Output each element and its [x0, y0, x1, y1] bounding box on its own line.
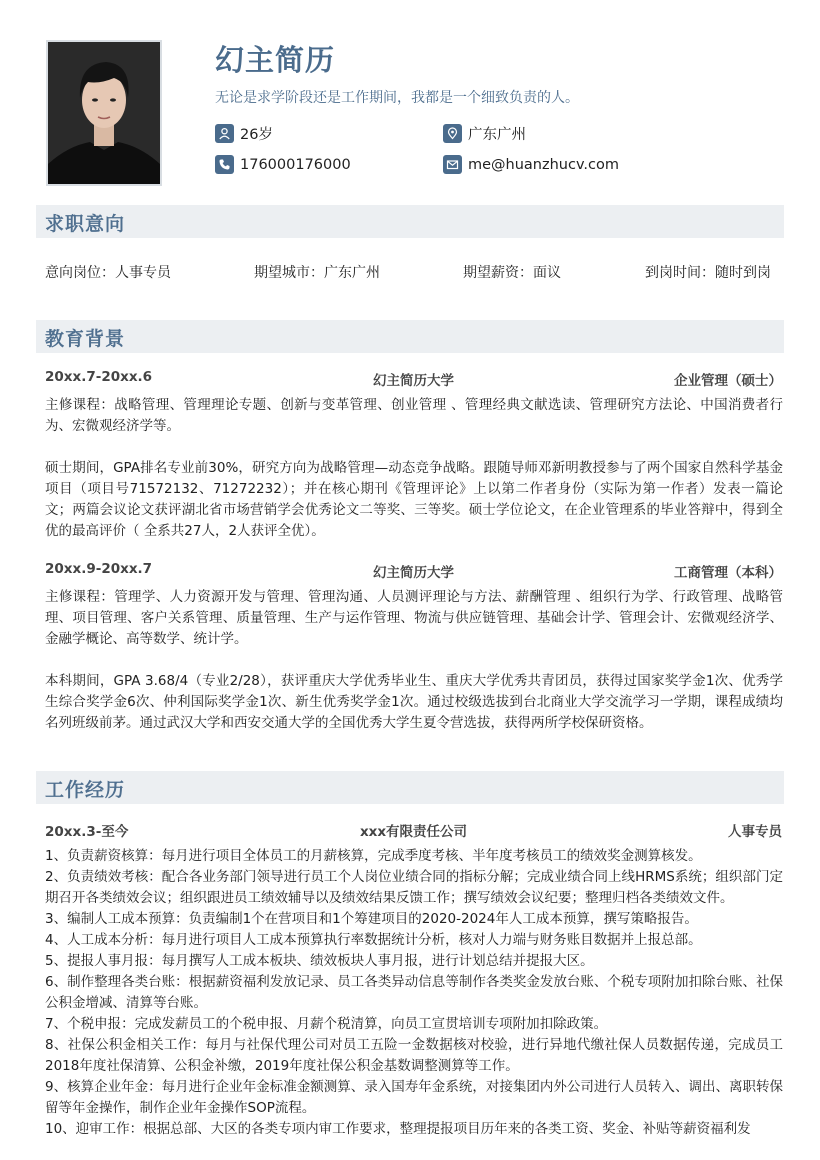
- section-intent: [36, 205, 784, 238]
- work-duty-item: 6、制作整理各类台账：根据薪资福利发放记录、员工各类异动信息等制作各类奖金发放台账、个税专项附加扣除台账、社保公积金增减、清算等台账。: [45, 974, 783, 1011]
- work-duties: [45, 846, 783, 1140]
- section-title: 工作经历: [45, 779, 126, 801]
- phone-info: [215, 155, 351, 174]
- education-detail: 本科期间，GPA 3.68/4（专业2/28），获评重庆大学优秀毕业生、重庆大学优秀共青团员，获得过国家奖学金1次、优秀学生综合奖学金6次、仲利国际奖学金1次、新生优秀奖学金1次。通过校级选拔到台北商业大学交流学习一学期，课程成绩均名列班级前茅。通过武汉大学和西安交通大学的全国优秀大学生夏令营选拔，获得两所学校保研资格。: [45, 673, 783, 731]
- education-courses: 主修课程：战略管理、管理理论专题、创新与变革管理、创业管理 、管理经典文献选读、管理研究方法论、中国消费者行为、宏微观经济学等。: [45, 397, 783, 434]
- work-duty-item: 1、负责薪资核算：每月进行项目全体员工的月薪核算，完成季度考核、半年度考核员工的绩效奖金测算核发。: [45, 848, 702, 864]
- education-degree: 企业管理（硕士）: [674, 373, 782, 389]
- work-duty-item: 7、个税申报：完成发薪员工的个税申报、月薪个税清算，向员工宣贯培训专项附加扣除政策。: [45, 1016, 608, 1032]
- education-detail: 硕士期间，GPA排名专业前30%，研究方向为战略管理—动态竞争战略。跟随导师邓新明教授参与了两个国家自然科学基金项目（项目号71572132、71272232）；并在核心期刊《管理评论》上以第二作者身份（实际为第一作者）发表一篇论文；两篇会议论文获评湖北省市场营销学会优秀论文二等奖、三等奖。硕士学位论文，在企业管理系的毕业答辩中，得到全优的最高评价（ 全系共27人，2人获评全优）。: [45, 460, 783, 539]
- work-role: 人事专员: [728, 824, 782, 840]
- education-period: 20xx.7-20xx.6: [45, 369, 153, 385]
- section-title: 教育背景: [45, 328, 126, 350]
- section-education: [36, 320, 784, 353]
- work-entry-header: [45, 820, 782, 840]
- work-duty-item: 9、核算企业年金：每月进行企业年金标准金额测算、录入国寿年金系统，对接集团内外公司进行人员转入、调出、离职转保留等年金操作，制作企业年金操作SOP流程。: [45, 1079, 783, 1116]
- mail-icon: [443, 155, 462, 174]
- section-work: [36, 771, 784, 804]
- education-entry-header: [45, 369, 782, 389]
- work-duty-item: 2、负责绩效考核：配合各业务部门领导进行员工个人岗位业绩合同的指标分解；完成业绩合同上线HRMS系统；组织部门定期召开各类绩效会议；组织跟进员工绩效辅导以及绩效结果反馈工作；撰写绩效会议纪要；整理归档各类绩效文件。: [45, 869, 783, 906]
- intent-position: 意向岗位：人事专员: [45, 265, 171, 281]
- location-text: 广东广州: [468, 127, 526, 143]
- profile-photo: [46, 40, 162, 186]
- phone-text: 176000176000: [240, 156, 351, 173]
- email-info: [443, 155, 619, 174]
- email-text: me@huanzhucv.com: [468, 156, 619, 173]
- work-duty-item: 4、人工成本分析：每月进行项目人工成本预算执行率数据统计分析，核对人力端与财务账目数据并上报总部。: [45, 932, 702, 948]
- location-icon: [443, 124, 462, 143]
- education-description: [45, 395, 783, 542]
- intent-city: 期望城市：广东广州: [254, 265, 380, 281]
- education-courses: 主修课程：管理学、人力资源开发与管理、管理沟通、人员测评理论与方法、薪酬管理 、组织行为学、行政管理、战略管理、项目管理、客户关系管理、质量管理、生产与运作管理、物流与供应链管理、基础会计学、管理会计、宏微观经济学、金融学概论、高等数学、统计学。: [45, 589, 783, 647]
- education-school: 幻主简历大学: [373, 565, 454, 581]
- work-duty-item: 10、迎审工作：根据总部、大区的各类专项内审工作要求，整理提报项目历年来的各类工资、奖金、补贴等薪资福利发: [45, 1121, 751, 1137]
- education-period: 20xx.9-20xx.7: [45, 561, 153, 577]
- work-company: xxx有限责任公司: [359, 824, 468, 840]
- education-degree: 工商管理（本科）: [674, 565, 782, 581]
- work-duty-item: 5、提报人事月报：每月撰写人工成本板块、绩效板块人事月报，进行计划总结并提报大区。: [45, 953, 594, 969]
- age-text: 26岁: [240, 127, 273, 143]
- location-info: [443, 123, 526, 144]
- intent-salary: 期望薪资：面议: [463, 265, 561, 281]
- work-duty-item: 3、编制人工成本预算：负责编制1个在营项目和1个筹建项目的2020-2024年人工成本预算，撰写策略报告。: [45, 911, 698, 927]
- personal-motto: 无论是求学阶段还是工作期间，我都是一个细致负责的人。: [215, 90, 579, 106]
- phone-icon: [215, 155, 234, 174]
- person-icon: [215, 124, 234, 143]
- work-duty-item: 8、社保公积金相关工作：每月与社保代理公司对员工五险一金数据核对校验，进行异地代缴社保人员数据传递，完成员工2018年度社保清算、公积金补缴，2019年度社保公积金基数调整测算等工作。: [45, 1037, 783, 1074]
- resume-name: 幻主简历: [215, 43, 336, 77]
- age-info: [215, 123, 273, 144]
- education-entry-header: [45, 561, 782, 581]
- intent-arrival: 到岗时间：随时到岗: [645, 265, 771, 281]
- work-period: 20xx.3-至今: [45, 824, 129, 840]
- education-school: 幻主简历大学: [373, 373, 454, 389]
- section-title: 求职意向: [45, 213, 126, 235]
- education-description: [45, 587, 783, 734]
